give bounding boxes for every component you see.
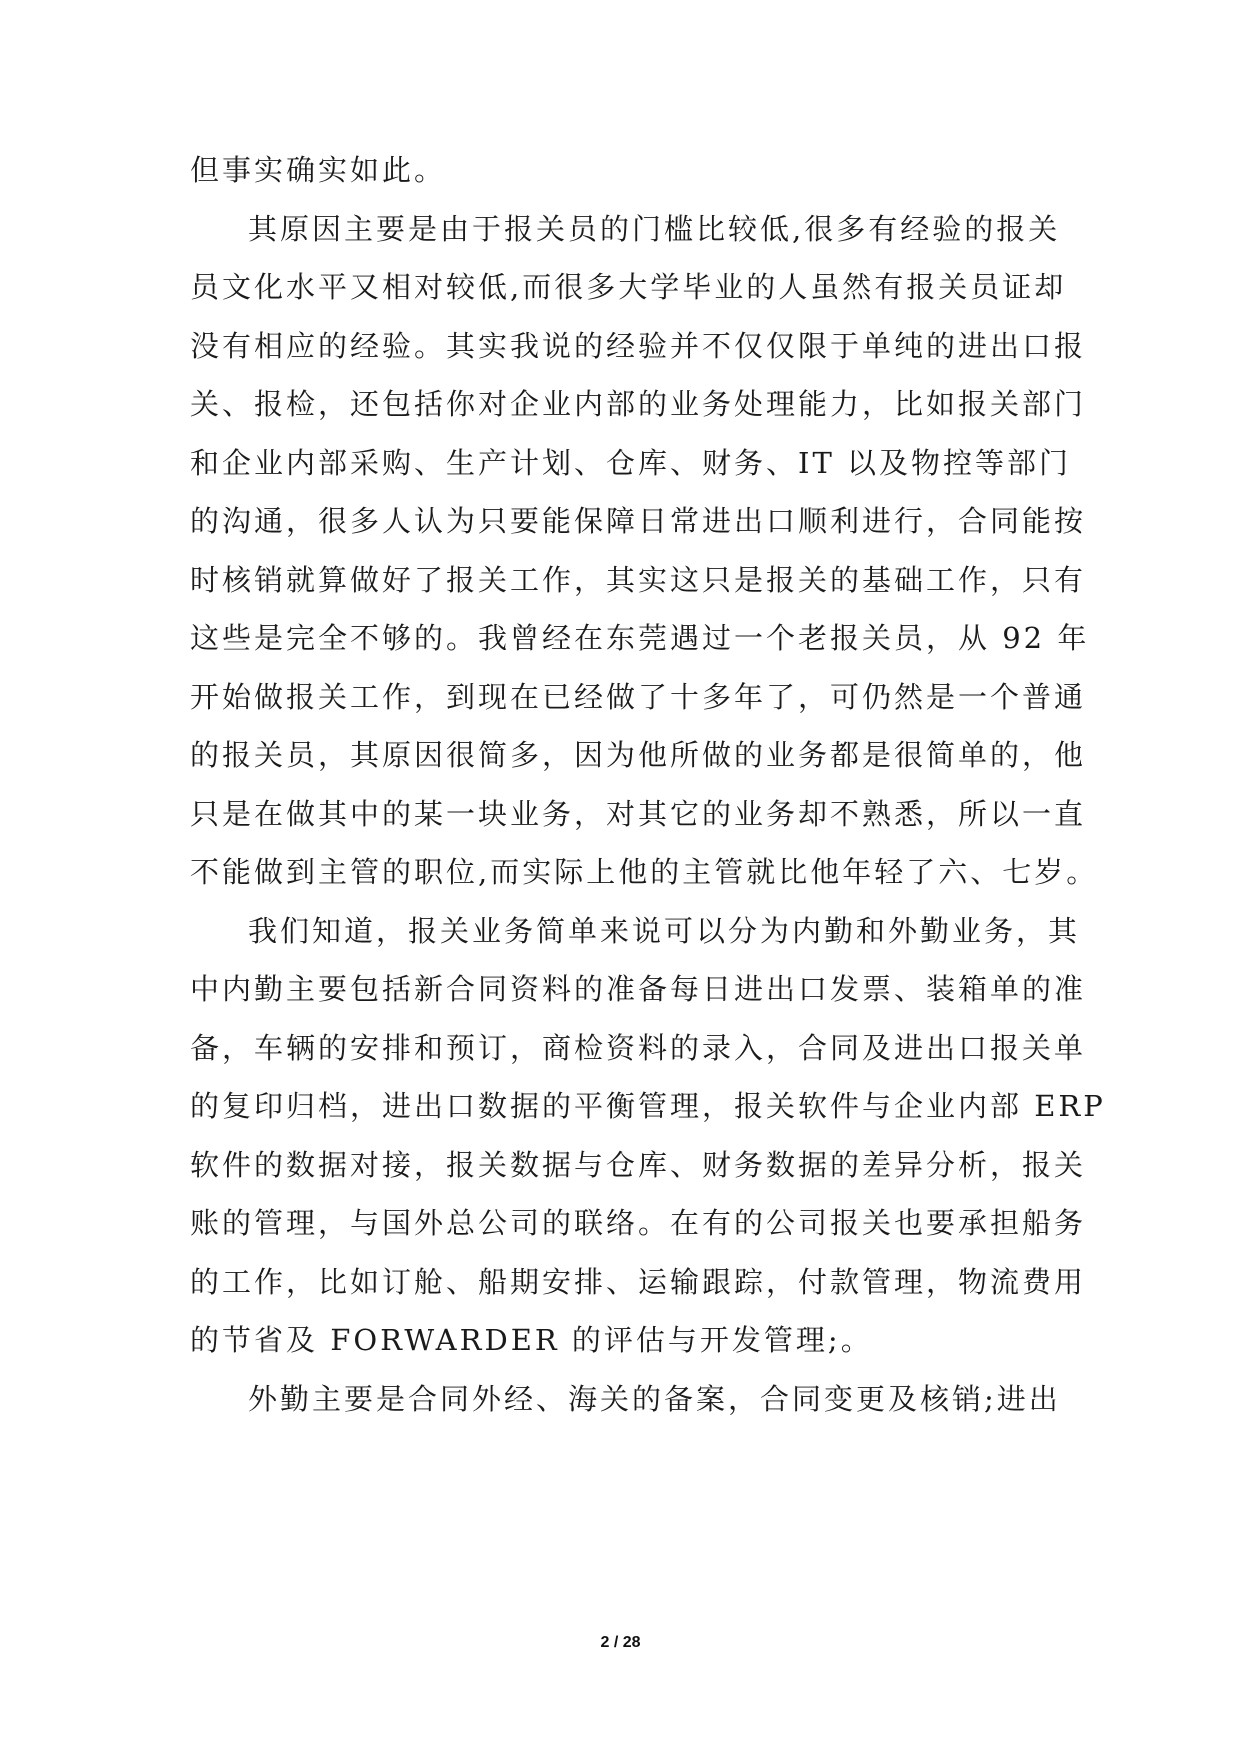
page-number: 2 / 28: [600, 1634, 641, 1651]
text-line: 不能做到主管的职位,而实际上他的主管就比他年轻了六、七岁。: [190, 855, 1099, 889]
text-line: 的节省及 FORWARDER 的评估与开发管理;。: [190, 1323, 873, 1357]
text-line: 备，车辆的安排和预订，商检资料的录入，合同及进出口报关单: [190, 1031, 1087, 1065]
text-line: 时核销就算做好了报关工作，其实这只是报关的基础工作，只有: [190, 563, 1087, 597]
text-line: 的复印归档，进出口数据的平衡管理，报关软件与企业内部 ERP: [190, 1089, 1106, 1123]
text-line: 中内勤主要包括新合同资料的准备每日进出口发票、装箱单的准: [190, 972, 1087, 1006]
text-line: 的工作，比如订舱、船期安排、运输跟踪，付款管理，物流费用: [190, 1265, 1087, 1299]
paragraph-start-line: 其原因主要是由于报关员的门槛比较低,很多有经验的报关: [248, 212, 1061, 246]
text-line: 关、报检，还包括你对企业内部的业务处理能力，比如报关部门: [190, 387, 1087, 421]
paragraph-start-line: 外勤主要是合同外经、海关的备案，合同变更及核销;进出: [248, 1382, 1061, 1416]
text-line: 但事实确实如此。: [190, 153, 447, 187]
text-line: 的报关员，其原因很简多，因为他所做的业务都是很简单的，他: [190, 738, 1087, 772]
text-line: 没有相应的经验。其实我说的经验并不仅仅限于单纯的进出口报: [190, 329, 1087, 363]
text-line: 软件的数据对接，报关数据与仓库、财务数据的差异分析，报关: [190, 1148, 1087, 1182]
text-line: 和企业内部采购、生产计划、仓库、财务、IT 以及物控等部门: [190, 446, 1072, 480]
text-line: 这些是完全不够的。我曾经在东莞遇过一个老报关员，从 92 年: [190, 621, 1090, 655]
text-line: 员文化水平又相对较低,而很多大学毕业的人虽然有报关员证却: [190, 270, 1067, 304]
text-line: 账的管理，与国外总公司的联络。在有的公司报关也要承担船务: [190, 1206, 1087, 1240]
paragraph-start-line: 我们知道，报关业务简单来说可以分为内勤和外勤业务，其: [248, 914, 1081, 948]
text-line: 开始做报关工作，到现在已经做了十多年了，可仍然是一个普通: [190, 680, 1087, 714]
text-line: 只是在做其中的某一块业务，对其它的业务却不熟悉，所以一直: [190, 797, 1087, 831]
text-line: 的沟通，很多人认为只要能保障日常进出口顺利进行，合同能按: [190, 504, 1087, 538]
